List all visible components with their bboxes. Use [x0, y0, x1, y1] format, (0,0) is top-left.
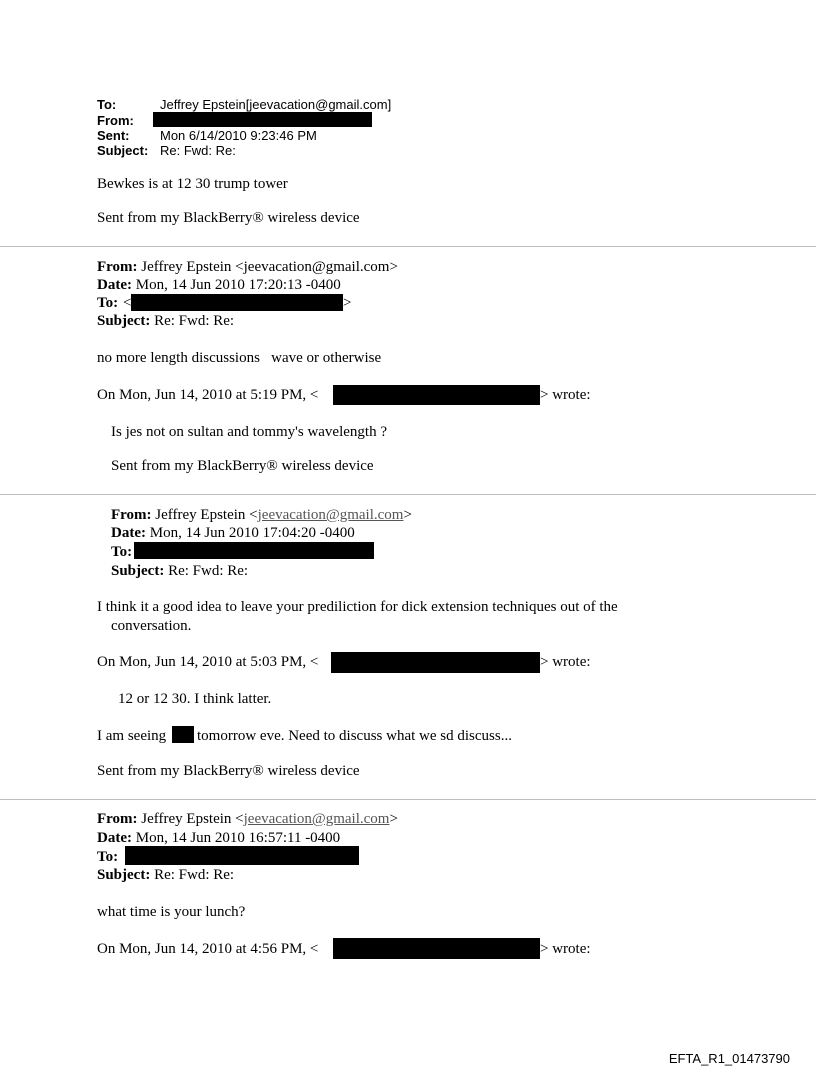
subject-line — [111, 562, 248, 580]
email-link[interactable]: jeevacation@gmail.com — [243, 811, 390, 827]
from-label: From: — [97, 811, 138, 827]
message-body: Bewkes is at 12 30 trump tower — [97, 176, 288, 192]
date-line — [111, 524, 355, 542]
subject-value: Re: Fwd: Re: — [168, 563, 249, 579]
from-line — [111, 506, 412, 524]
redaction-box — [331, 652, 540, 673]
divider — [0, 494, 816, 495]
message-body: what time is your lunch? — [97, 904, 246, 920]
from-name: Jeffrey Epstein < — [155, 507, 258, 523]
date-value: Mon, 14 Jun 2010 17:20:13 -0400 — [135, 277, 341, 293]
to-value: Jeffrey Epstein[jeevacation@gmail.com] — [160, 97, 392, 112]
subject-label: Subject: — [111, 563, 165, 579]
sent-label: Sent: — [97, 128, 130, 143]
date-label: Date: — [97, 830, 132, 846]
redaction-box — [333, 385, 540, 405]
date-label: Date: — [111, 525, 146, 541]
quoted-body: 12 or 12 30. I think latter. — [118, 691, 272, 707]
redaction-box — [172, 726, 194, 743]
from-label: From: — [111, 507, 152, 523]
to-label: To: — [97, 295, 119, 311]
to-label: To: — [97, 97, 117, 112]
seeing-text-after: tomorrow eve. Need to discuss what we sd discuss... — [197, 728, 512, 744]
divider — [0, 799, 816, 800]
quote-suffix: > wrote: — [540, 941, 591, 957]
message-body-line2: conversation. — [111, 618, 192, 634]
to-label: To: — [111, 544, 133, 560]
quote-suffix: > wrote: — [540, 654, 591, 670]
seeing-text-before: I am seeing — [97, 728, 167, 744]
date-value: Mon, 14 Jun 2010 16:57:11 -0400 — [135, 830, 341, 846]
from-line — [97, 258, 398, 276]
document-id: EFTA_R1_01473790 — [668, 1051, 790, 1066]
from-line — [97, 810, 398, 828]
from-value: Jeffrey Epstein <jeevacation@gmail.com> — [141, 259, 398, 275]
from-close: > — [389, 811, 398, 827]
signature: Sent from my BlackBerry® wireless device — [97, 763, 360, 779]
to-open-bracket: < — [123, 295, 132, 311]
redaction-box — [333, 938, 540, 959]
quote-attribution: On Mon, Jun 14, 2010 at 5:19 PM, < — [97, 387, 319, 403]
subject-value: Re: Fwd: Re: — [160, 143, 236, 158]
subject-label: Subject: — [97, 313, 151, 329]
date-value: Mon, 14 Jun 2010 17:04:20 -0400 — [149, 525, 355, 541]
quoted-body: Is jes not on sultan and tommy's wavelength ? — [111, 424, 387, 440]
subject-label: Subject: — [97, 867, 151, 883]
signature: Sent from my BlackBerry® wireless device — [97, 210, 360, 226]
divider — [0, 246, 816, 247]
redaction-box — [134, 542, 374, 559]
to-label: To: — [97, 849, 119, 865]
subject-value: Re: Fwd: Re: — [154, 867, 235, 883]
subject-value: Re: Fwd: Re: — [154, 313, 235, 329]
message-body-line1: I think it a good idea to leave your prediliction for dick extension techniques out of the — [97, 599, 618, 615]
email-link[interactable]: jeevacation@gmail.com — [257, 507, 404, 523]
from-label: From: — [97, 113, 134, 128]
from-label: From: — [97, 259, 138, 275]
quote-attribution: On Mon, Jun 14, 2010 at 4:56 PM, < — [97, 941, 319, 957]
quote-suffix: > wrote: — [540, 387, 591, 403]
quote-attribution: On Mon, Jun 14, 2010 at 5:03 PM, < — [97, 654, 319, 670]
message-body: no more length discussions wave or otherwise — [97, 350, 382, 366]
date-line — [97, 829, 340, 847]
redaction-box — [131, 294, 343, 311]
from-close: > — [403, 507, 412, 523]
redaction-box — [153, 112, 372, 127]
subject-line — [97, 866, 234, 884]
redaction-box — [125, 846, 359, 865]
quoted-signature: Sent from my BlackBerry® wireless device — [111, 458, 374, 474]
from-name: Jeffrey Epstein < — [141, 811, 244, 827]
subject-label: Subject: — [97, 143, 149, 158]
subject-line — [97, 312, 234, 330]
sent-value: Mon 6/14/2010 9:23:46 PM — [160, 128, 317, 143]
date-line — [97, 276, 341, 294]
date-label: Date: — [97, 277, 132, 293]
to-close-bracket: > — [343, 295, 352, 311]
